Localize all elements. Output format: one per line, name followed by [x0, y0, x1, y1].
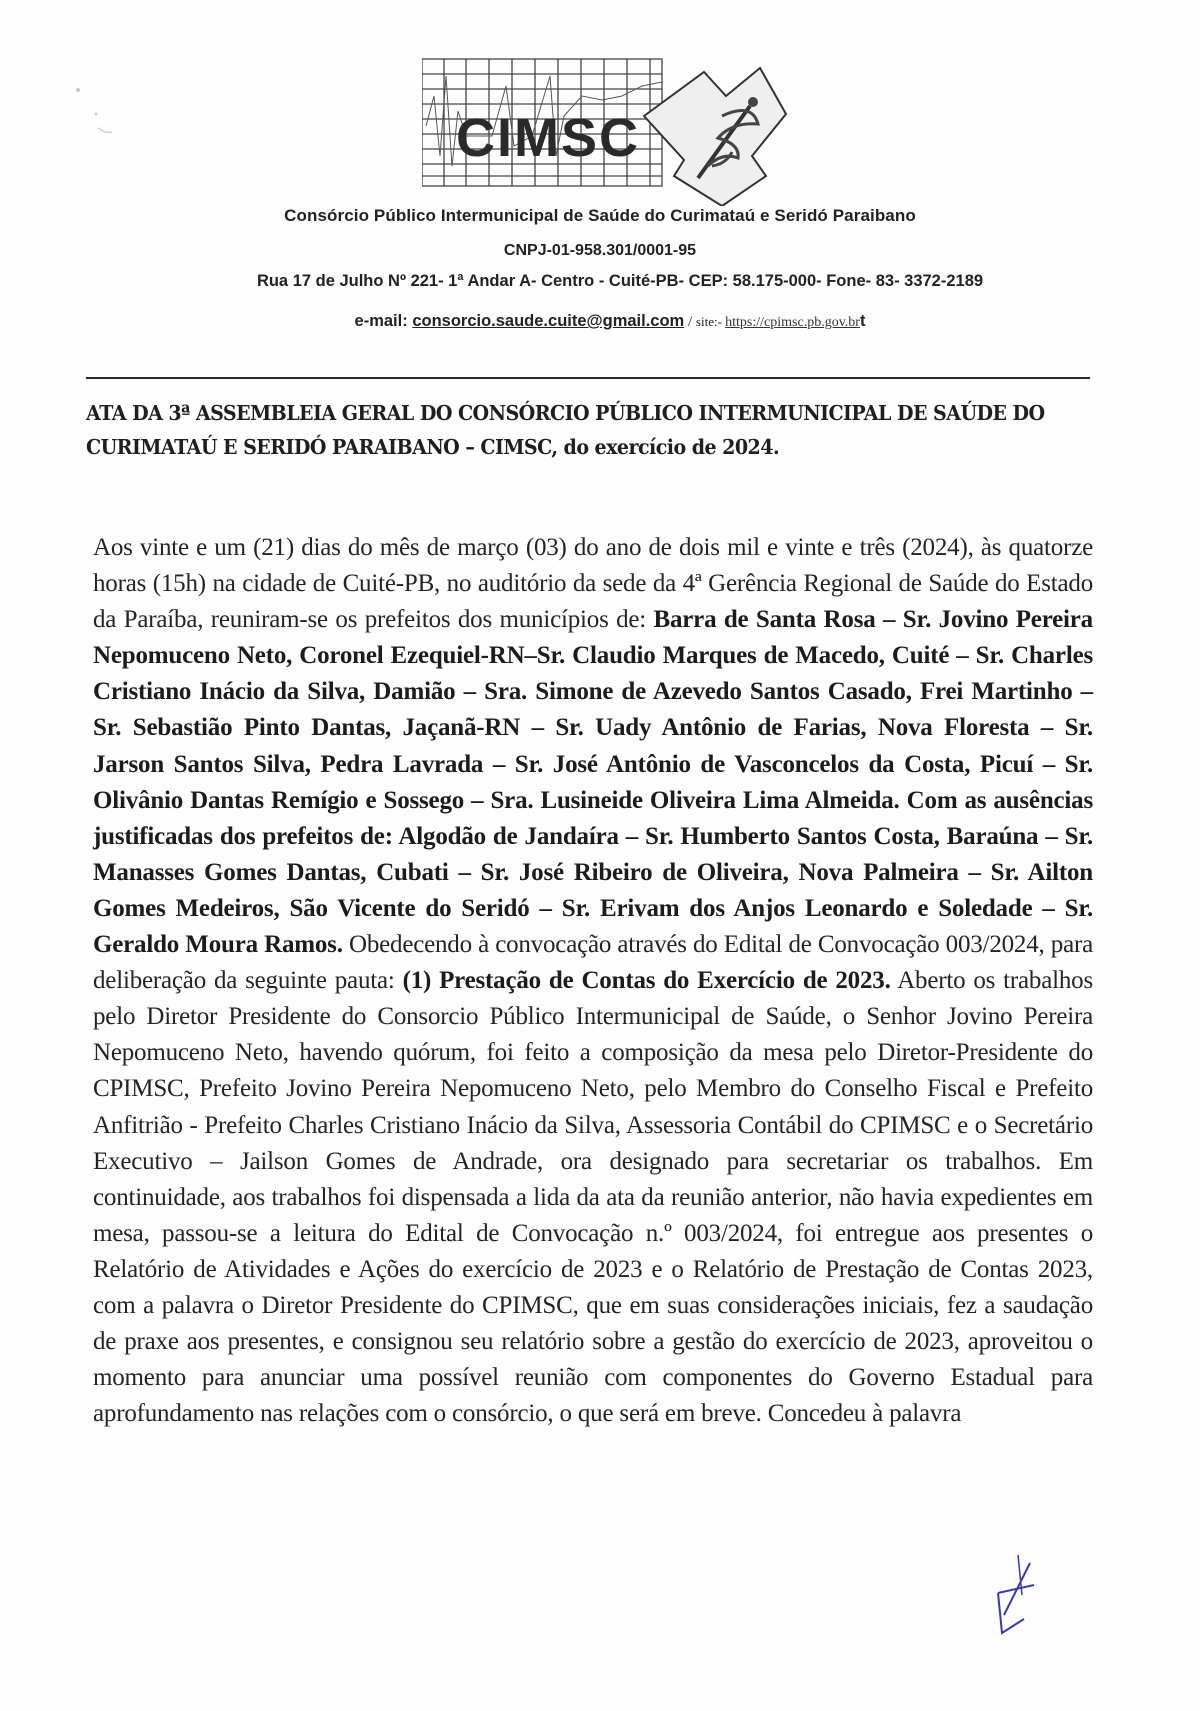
minutes-body [93, 530, 1093, 1432]
title-rest: do exercício de 2024. [557, 435, 780, 459]
contact-separator: / [684, 314, 696, 330]
site-suffix: t [859, 312, 866, 330]
body-text-segment: Aos vinte e um (21) dias do mês de março (03) do ano de dois mil e vinte e três (2024), às quatorze horas (15h) na cidade de Cuité-PB, no auditório da sede da 4ª Gerência Regional de Saúde do Estado da Paraíba, reuniram-se os prefeitos dos municípios de: [93, 534, 1093, 634]
contact-line [0, 312, 1200, 331]
signature-initials [990, 1535, 1070, 1655]
body-bold-segment: Barra de Santa Rosa – Sr. Jovino Pereira Nepomuceno Neto, Coronel Ezequiel-RN–Sr. Claudio Marques de Macedo, Cuité – Sr. Charles Cristiano Inácio da Silva, Damião – Sra. Simone de Azevedo Santos Casado, Frei Martinho – Sr. Sebastião Pinto Dantas, Jaçanã-RN – Sr. Uady Antônio de Farias, Nova Floresta – Sr. Jarson Santos Silva, Pedra Lavrada – Sr. José Antônio de Vasconcelos da Costa, Picuí – Sr. Olivânio Dantas Remígio e Sossego – Sra. Lusineide Oliveira Lima Almeida. Com as ausências justificadas dos prefeitos de: Algodão de Jandaíra – Sr. Humberto Santos Costa, Baraúna – Sr. Manasses Gomes Dantas, Cubati – Sr. José Ribeiro de Oliveira, Nova Palmeira – Sr. Ailton Gomes Medeiros, São Vicente do Seridó – Sr. Erivam dos Anjos Leonardo e Soledade – Sr. Geraldo Moura Ramos. [93, 606, 1093, 959]
title-bold: ATA DA 3ª ASSEMBLEIA GERAL DO CONSÓRCIO PÚBLICO INTERMUNICIPAL DE SAÚDE DO CURIMATAÚ E SERIDÓ PARAIBANO – CIMSC, [86, 401, 1045, 459]
header-divider [86, 377, 1090, 379]
body-bold-segment: (1) Prestação de Contas do Exercício de 2023. [402, 967, 891, 995]
cnpj-number: CNPJ-01-958.301/0001-95 [503, 242, 697, 259]
body-text-segment: Obedecendo à convocação através do Edital de Convocação 003/2024, para deliberação da seguinte pauta: [93, 931, 1093, 995]
organization-name: Consórcio Público Intermunicipal de Saúde do Curimataú e Seridó Paraibano [284, 206, 916, 225]
email-link[interactable]: consorcio.saude.cuite@gmail.com [412, 312, 685, 330]
site-link[interactable]: https://cpimsc.pb.gov.br [725, 315, 860, 330]
body-text-segment: Aberto os trabalhos pelo Diretor Presidente do Consorcio Público Intermunicipal de Saúde, o Senhor Jovino Pereira Nepomuceno Neto, havendo quórum, foi feito a composição da mesa pelo Diretor-Presidente do CPIMSC, Prefeito Jovino Pereira Nepomuceno Neto, pelo Membro do Conselho Fiscal e Prefeito Anfitrião - Prefeito Charles Cristiano Inácio da Silva, Assessoria Contábil do CPIMSC e o Secretário Executivo – Jailson Gomes de Andrade, ora designado para secretariar os trabalhos. Em continuidade, aos trabalhos foi dispensada a lida da ata da reunião anterior, não havia expedientes em mesa, passou-se a leitura do Edital de Convocação n.º 003/2024, foi entregue aos presentes o Relatório de Atividades e Ações do exercício de 2023 e o Relatório de Prestação de Contas 2023, com a palavra o Diretor Presidente do CPIMSC, que em suas considerações iniciais, fez a saudação de praxe aos presentes, e consignou seu relatório sobre a gestão do exercício de 2023, aproveitou o momento para anunciar uma possível reunião com componentes do Governo Estadual para aprofundamento nas relações com o consórcio, o que será em breve. Concedeu à palavra [93, 967, 1093, 1428]
site-label: site:- [695, 314, 726, 329]
cimsc-logo [422, 56, 792, 206]
email-label: e-mail: [354, 312, 413, 330]
organization-address: Rua 17 de Julho Nº 221- 1ª Andar A- Centro - Cuité-PB- CEP: 58.175-000- Fone- 83- 3372-2189 [256, 272, 984, 290]
logo-text: CIMSC [456, 108, 640, 168]
document-title [86, 396, 1100, 464]
scan-speck [68, 80, 118, 140]
caduceus-icon [644, 68, 786, 206]
